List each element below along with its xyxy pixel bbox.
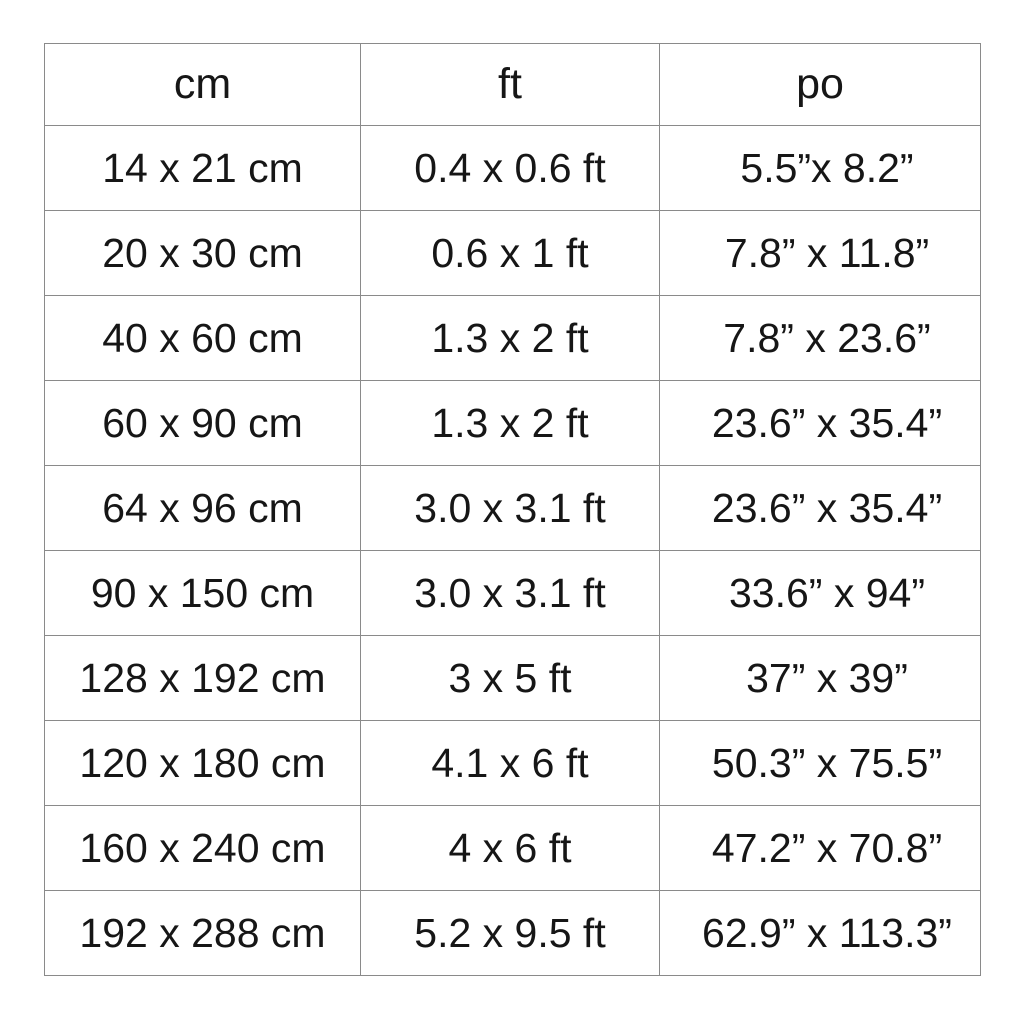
table-row (45, 466, 981, 551)
cell-cm: 64 x 96 cm (45, 466, 361, 551)
cell-ft: 0.4 x 0.6 ft (361, 126, 660, 211)
column-header-po: po (660, 44, 981, 126)
column-header-cm: cm (45, 44, 361, 126)
column-header-ft: ft (361, 44, 660, 126)
cell-po: 7.8” x 11.8” (660, 211, 981, 296)
table-row (45, 381, 981, 466)
cell-cm: 20 x 30 cm (45, 211, 361, 296)
cell-ft: 3 x 5 ft (361, 636, 660, 721)
table-row (45, 721, 981, 806)
cell-ft: 3.0 x 3.1 ft (361, 551, 660, 636)
cell-cm: 160 x 240 cm (45, 806, 361, 891)
cell-po: 37” x 39” (660, 636, 981, 721)
cell-cm: 60 x 90 cm (45, 381, 361, 466)
cell-po: 62.9” x 113.3” (660, 891, 981, 976)
cell-cm: 128 x 192 cm (45, 636, 361, 721)
cell-cm: 90 x 150 cm (45, 551, 361, 636)
header-row (45, 44, 981, 126)
size-conversion-table (44, 43, 981, 976)
cell-cm: 192 x 288 cm (45, 891, 361, 976)
cell-ft: 5.2 x 9.5 ft (361, 891, 660, 976)
cell-cm: 40 x 60 cm (45, 296, 361, 381)
table-row (45, 211, 981, 296)
table-row (45, 551, 981, 636)
table-row (45, 891, 981, 976)
cell-po: 23.6” x 35.4” (660, 381, 981, 466)
table-row (45, 806, 981, 891)
cell-po: 7.8” x 23.6” (660, 296, 981, 381)
table-row (45, 296, 981, 381)
cell-po: 33.6” x 94” (660, 551, 981, 636)
cell-po: 50.3” x 75.5” (660, 721, 981, 806)
cell-ft: 4 x 6 ft (361, 806, 660, 891)
cell-ft: 4.1 x 6 ft (361, 721, 660, 806)
cell-po: 5.5”x 8.2” (660, 126, 981, 211)
table-row (45, 126, 981, 211)
cell-cm: 120 x 180 cm (45, 721, 361, 806)
cell-ft: 1.3 x 2 ft (361, 296, 660, 381)
cell-ft: 0.6 x 1 ft (361, 211, 660, 296)
cell-po: 23.6” x 35.4” (660, 466, 981, 551)
cell-ft: 3.0 x 3.1 ft (361, 466, 660, 551)
cell-cm: 14 x 21 cm (45, 126, 361, 211)
table-row (45, 636, 981, 721)
cell-ft: 1.3 x 2 ft (361, 381, 660, 466)
cell-po: 47.2” x 70.8” (660, 806, 981, 891)
